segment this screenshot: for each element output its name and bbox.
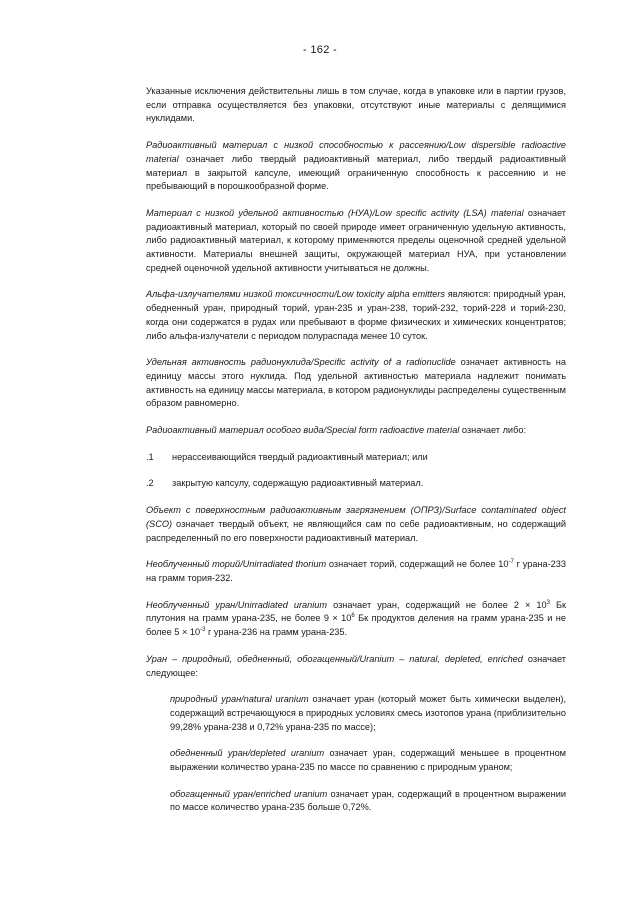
term: Радиоактивный материал особого вида/Special form radioactive material	[146, 425, 460, 436]
definition-text: означает радиоактивный материал, который по своей природе имеет ограниченную удельную активность, либо радиоактивный материал, к которому применяются пределы оценочной средней удельной активности. Материалы внешней защиты, окружающей материал НУА, при установлении средней оценочной удельной активности учитываться не должны.	[146, 207, 566, 273]
term: Материал с низкой удельной активностью (НУА)/Low specific activity (LSA) material	[146, 207, 524, 218]
definition-unirradiated-uranium	[146, 599, 566, 640]
term: обогащенный уран/enriched uranium	[170, 788, 328, 799]
term: Радиоактивный материал с низкой способностью к рассеянию/Low dispersible radioactive material	[146, 140, 566, 164]
page-number: - 162 -	[303, 44, 337, 56]
term: Удельная активность радионуклида/Specific activity of a radionuclide	[146, 357, 456, 368]
superscript: 3	[546, 599, 550, 606]
definition-text: означает уран, содержащий в процентном выражении по массе количество урана-235 больше 0,72%.	[170, 788, 566, 813]
definition-uranium-types	[146, 653, 566, 680]
list-text: нерассеивающийся твердый радиоактивный материал; или	[172, 451, 428, 462]
list-number: .1	[146, 451, 154, 462]
definition-special-form	[146, 424, 566, 438]
definition-text: означает следующее:	[146, 653, 566, 678]
definition-text: г урана-236 на грамм урана-235.	[205, 627, 348, 638]
list-text: закрытую капсулу, содержащую радиоактивный материал.	[172, 478, 424, 489]
definition-alpha-emitters	[146, 288, 566, 343]
term: природный уран/natural uranium	[170, 694, 309, 705]
definition-text: означает твердый объект, не являющийся сам по себе радиоактивным, но содержащий распределенный по его поверхности радиоактивный материал.	[146, 518, 566, 543]
definition-text: означает уран (который может быть химически выделен), содержащий встречающуюся в природных условиях смесь изотопов урана (приблизительно 99,28% урана-238 и 0,72% урана-235 по массе);	[170, 694, 567, 732]
term: обедненный уран/depleted uranium	[170, 748, 325, 759]
definition-specific-activity	[146, 356, 566, 411]
superscript: 6	[351, 613, 355, 620]
document-body	[146, 85, 566, 815]
superscript: -7	[508, 559, 514, 566]
definition-text: означает либо твердый радиоактивный материал, либо твердый радиоактивный материал в закрытой капсуле, имеющий ограниченную способность к рассеянию и не пребывающий в порошкообразной форме.	[146, 153, 566, 192]
definition-text: являются: природный уран, обедненный уран, природный торий, уран-235 и уран-238, торий-232, торий-228 и торий-230, когда они содержатся в рудах или пребывают в форме физических и химических концентратов; либо альфа-излучатели с периодом полураспада менее 10 суток.	[146, 289, 566, 341]
term: Уран – природный, обедненный, обогащенный/Uranium – natural, depleted, enriched	[146, 653, 523, 664]
definition-lsa-material	[146, 207, 566, 276]
term: Альфа-излучателями низкой токсичности/Low toxicity alpha emitters	[146, 289, 446, 300]
definition-unirradiated-thorium	[146, 558, 566, 585]
list-number: .2	[146, 478, 154, 489]
paragraph-exceptions: Указанные исключения действительны лишь в том случае, когда в упаковке или в партии грузов, если отправка осуществляется без упаковки, отсутствуют иные материалы с делящимися нуклидами.	[146, 86, 566, 124]
definition-text: г урана-233 на грамм тория-232.	[146, 559, 567, 583]
list-item	[146, 451, 566, 465]
definition-low-dispersible	[146, 139, 566, 194]
term: Объект с поверхностным радиоактивным загрязнением (ОПРЗ)/Surface contaminated object (SCO)	[146, 505, 566, 529]
list-item	[146, 477, 566, 491]
definition-text: означает либо:	[459, 425, 526, 436]
definition-enriched-uranium	[146, 788, 566, 815]
definition-text: Бк продуктов деления на грамм урана-235 и не более 5 × 10	[146, 613, 566, 638]
definition-natural-uranium	[146, 693, 566, 734]
definition-sco	[146, 504, 566, 545]
definition-text: означает торий, содержащий не более 10	[326, 559, 509, 570]
term: Необлученный торий/Unirradiated thorium	[146, 559, 327, 570]
definition-text: Бк плутония на грамм урана-235, не более 9 × 10	[146, 599, 566, 624]
superscript: -3	[200, 627, 206, 634]
definition-text: означает активность на единицу массы этого нуклида. Под удельной активностью материала надлежит понимать активность на единицу массы материала, в котором радионуклиды распределены существенным образом равномерно.	[146, 357, 566, 409]
definition-text: означает уран, содержащий не более 2 × 10	[327, 599, 547, 610]
definition-depleted-uranium	[146, 747, 566, 774]
definition-text: означает уран, содержащий меньшее в процентном выражении количество урана-235 по массе по сравнению с природным ураном;	[170, 748, 566, 773]
term: Необлученный уран/Unirradiated uranium	[146, 599, 328, 610]
